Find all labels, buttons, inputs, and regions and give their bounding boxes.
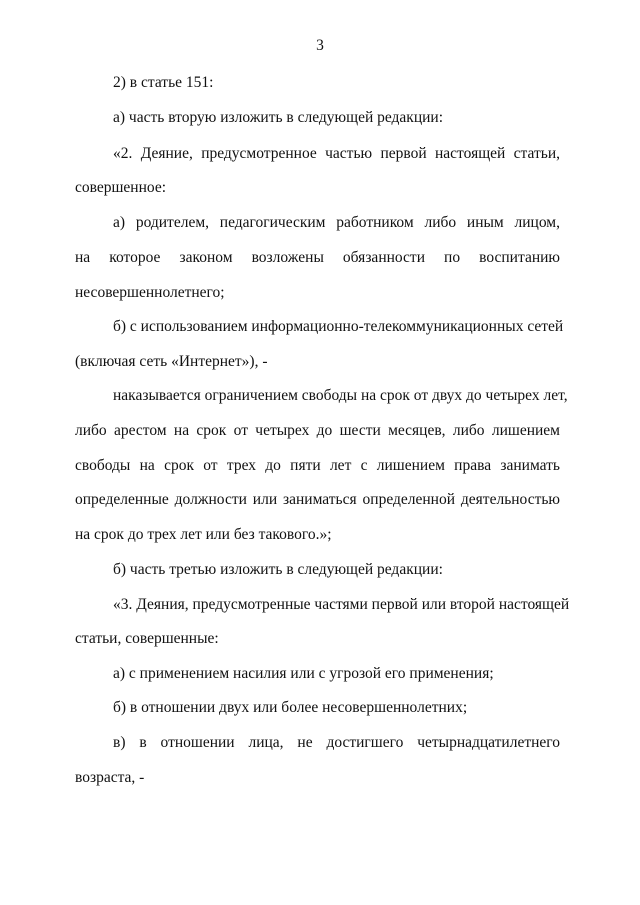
text-line: а) часть вторую изложить в следующей редакции: bbox=[113, 109, 444, 126]
text-line: наказывается ограничением свободы на срок от двух до четырех лет, bbox=[113, 387, 568, 404]
text-line: 2) в статье 151: bbox=[113, 74, 214, 91]
text-line: возраста, - bbox=[75, 769, 145, 786]
text-line: «3. Деяния, предусмотренные частями первой или второй настоящей bbox=[113, 596, 570, 613]
text-line: (включая сеть «Интернет»), - bbox=[75, 353, 268, 370]
text-line: совершенное: bbox=[75, 179, 167, 196]
text-line: несовершеннолетнего; bbox=[75, 284, 225, 301]
text-line: «2. Деяние, предусмотренное частью первой настоящей статьи, bbox=[113, 145, 560, 162]
text-line: б) с использованием информационно-телекоммуникационных сетей bbox=[113, 318, 564, 335]
text-line: б) часть третью изложить в следующей редакции: bbox=[113, 561, 443, 578]
text-line: а) с применением насилия или с угрозой его применения; bbox=[113, 665, 494, 682]
text-line: а) родителем, педагогическим работником либо иным лицом, bbox=[113, 214, 560, 231]
text-line: определенные должности или заниматься определенной деятельностью bbox=[75, 491, 560, 508]
text-line: на которое законом возложены обязанности по воспитанию bbox=[75, 249, 560, 266]
page-number: 3 bbox=[316, 37, 324, 54]
text-line: либо арестом на срок от четырех до шести месяцев, либо лишением bbox=[75, 422, 560, 439]
text-line: на срок до трех лет или без такового.»; bbox=[75, 526, 332, 543]
text-line: свободы на срок от трех до пяти лет с лишением права занимать bbox=[75, 457, 560, 474]
text-line: в) в отношении лица, не достигшего четырнадцатилетнего bbox=[113, 734, 560, 751]
text-line: б) в отношении двух или более несовершеннолетних; bbox=[113, 699, 468, 716]
text-line: статьи, совершенные: bbox=[75, 630, 219, 647]
